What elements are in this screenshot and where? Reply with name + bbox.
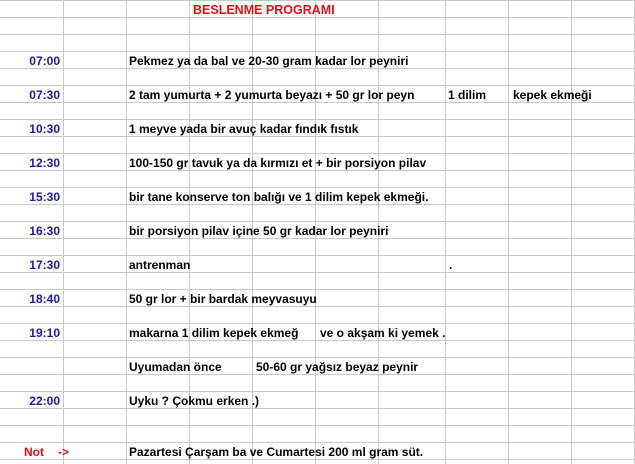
note-text[interactable]: Pazartesi Çarşam ba ve Cumartesi 200 ml gram süt.	[129, 445, 424, 459]
meal-cell-extra[interactable]: ve o akşam ki yemek .	[320, 326, 446, 340]
column-border	[571, 0, 572, 464]
column-border	[126, 0, 127, 464]
sheet-title[interactable]: BESLENME PROGRAMI	[193, 3, 335, 17]
meal-cell[interactable]: 1 meyve yada bir avuç kadar fındık fıstık	[129, 122, 359, 136]
meal-cell[interactable]: Pekmez ya da bal ve 20-30 gram kadar lor peyniri	[129, 54, 409, 68]
meal-cell[interactable]: Uyku ? Çokmu erken .)	[129, 394, 260, 408]
meal-cell[interactable]: bir tane konserve ton balığı ve 1 dilim kepek ekmeği.	[129, 190, 429, 204]
time-cell[interactable]: 12:30	[29, 156, 60, 170]
meal-cell-extra[interactable]: .	[449, 258, 453, 272]
column-border	[508, 0, 509, 464]
meal-cell[interactable]: antrenman	[129, 258, 191, 272]
meal-cell-extra[interactable]: 1 dilim	[448, 88, 487, 102]
meal-cell[interactable]: Uyumadan önce	[129, 360, 222, 374]
meal-cell[interactable]: makarna 1 dilim kepek ekmeğ	[129, 326, 299, 340]
meal-cell-extra[interactable]: kepek ekmeği	[513, 88, 592, 102]
time-cell[interactable]: 10:30	[29, 122, 60, 136]
time-cell[interactable]: 22:00	[29, 394, 60, 408]
note-arrow: ->	[58, 445, 70, 459]
meal-cell-extra[interactable]: 50-60 gr yağsız beyaz peynir	[256, 360, 419, 374]
time-cell[interactable]: 07:00	[29, 54, 60, 68]
time-cell[interactable]: 07:30	[29, 88, 60, 102]
time-cell[interactable]: 17:30	[29, 258, 60, 272]
time-cell[interactable]: 16:30	[29, 224, 60, 238]
column-border	[445, 0, 446, 464]
time-cell[interactable]: 19:10	[29, 326, 60, 340]
column-border	[63, 0, 64, 464]
time-cell[interactable]: 18:40	[29, 292, 60, 306]
meal-cell[interactable]: 100-150 gr tavuk ya da kırmızı et + bir porsiyon pilav	[129, 156, 427, 170]
meal-cell[interactable]: 2 tam yumurta + 2 yumurta beyazı + 50 gr lor peyn	[129, 88, 415, 102]
meal-cell[interactable]: bir porsiyon pilav içine 50 gr kadar lor peyniri	[129, 224, 389, 238]
time-cell[interactable]: 15:30	[29, 190, 60, 204]
note-label[interactable]: Not	[24, 445, 44, 459]
meal-cell[interactable]: 50 gr lor + bir bardak meyvasuyu	[129, 292, 317, 306]
